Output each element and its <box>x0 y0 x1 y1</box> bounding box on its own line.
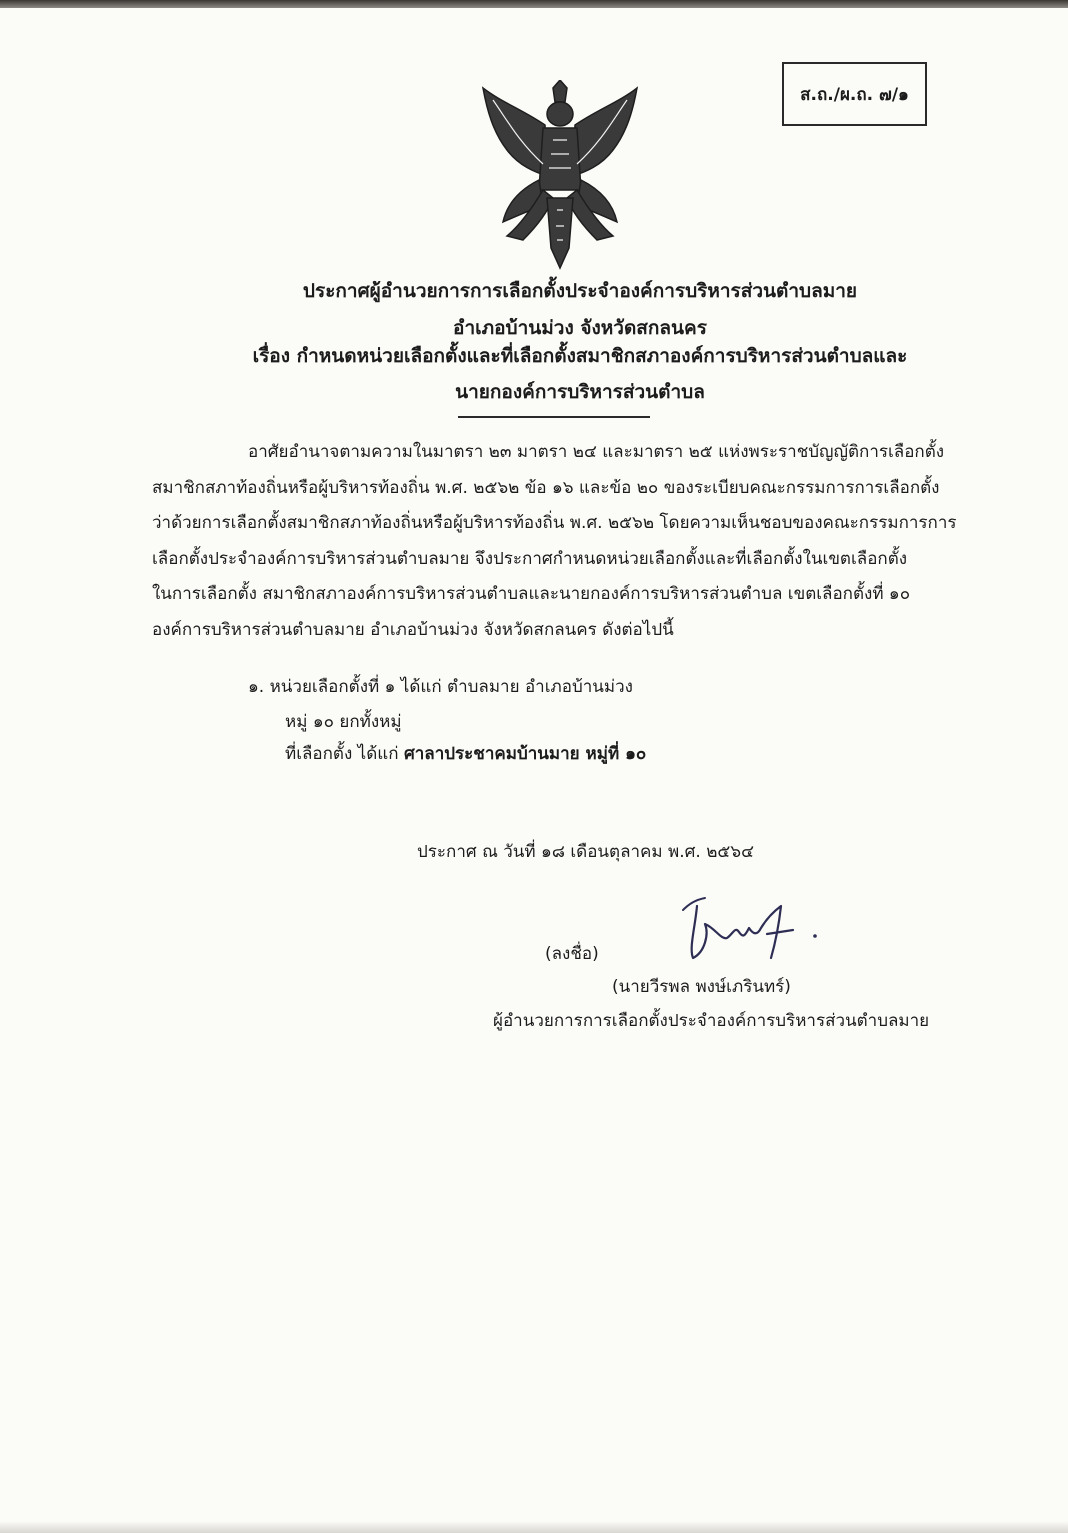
polling-place-name: ศาลาประชาคมบ้านมาย หมู่ที่ ๑๐ <box>403 744 647 764</box>
scan-top-edge <box>0 0 1068 8</box>
body-paragraph-line: สมาชิกสภาท้องถิ่นหรือผู้บริหารท้องถิ่น พ.ศ. ๒๕๖๒ ข้อ ๑๖ และข้อ ๒๐ ของระเบียบคณะกรรมการการเลือกตั้ง <box>152 478 940 498</box>
form-code-box: ส.ถ./ผ.ถ. ๗/๑ <box>782 62 927 126</box>
district-province: อำเภอบ้านม่วง จังหวัดสกลนคร <box>453 317 707 339</box>
polling-place-label: ที่เลือกตั้ง ได้แก่ <box>285 744 404 764</box>
signatory-position: ผู้อำนวยการการเลือกตั้งประจำองค์การบริหารส่วนตำบลมาย <box>493 1011 930 1031</box>
announcement-date: ประกาศ ณ วันที่ ๑๘ เดือนตุลาคม พ.ศ. ๒๕๖๔ <box>417 842 754 862</box>
title-divider <box>458 416 650 418</box>
body-paragraph-line: องค์การบริหารส่วนตำบลมาย อำเภอบ้านม่วง จังหวัดสกลนคร ดังต่อไปนี้ <box>152 620 674 640</box>
body-paragraph-line: อาศัยอำนาจตามความในมาตรา ๒๓ มาตรา ๒๔ และมาตรา ๒๕ แห่งพระราชบัญญัติการเลือกตั้ง <box>248 442 945 462</box>
subject-line: เรื่อง กำหนดหน่วยเลือกตั้งและที่เลือกตั้งสมาชิกสภาองค์การบริหารส่วนตำบลและ <box>252 345 908 367</box>
scan-bottom-edge <box>0 1521 1068 1533</box>
handwritten-signature <box>675 888 825 968</box>
body-paragraph-line: ว่าด้วยการเลือกตั้งสมาชิกสภาท้องถิ่นหรือผู้บริหารท้องถิ่น พ.ศ. ๒๕๖๒ โดยความเห็นชอบของคณะกรรมการการ <box>152 513 957 533</box>
announcement-title: ประกาศผู้อำนวยการการเลือกตั้งประจำองค์การบริหารส่วนตำบลมาย <box>302 280 858 302</box>
subject-line-continued: นายกองค์การบริหารส่วนตำบล <box>455 381 705 403</box>
body-paragraph-line: เลือกตั้งประจำองค์การบริหารส่วนตำบลมาย จึงประกาศกำหนดหน่วยเลือกตั้งและที่เลือกตั้งในเขตเลือกตั้ง <box>152 549 908 569</box>
signatory-name: (นายวีรพล พงษ์เภรินทร์) <box>612 977 791 997</box>
sign-label: (ลงชื่อ) <box>545 944 599 964</box>
polling-place <box>285 740 646 767</box>
body-paragraph-line: ในการเลือกตั้ง สมาชิกสภาองค์การบริหารส่วนตำบลและนายกองค์การบริหารส่วนตำบล เขตเลือกตั้งที่ ๑๐ <box>152 584 911 604</box>
polling-unit-village: หมู่ ๑๐ ยกทั้งหมู่ <box>285 712 402 732</box>
polling-unit-item: ๑. หน่วยเลือกตั้งที่ ๑ ได้แก่ ตำบลมาย อำเภอบ้านม่วง <box>248 677 633 697</box>
garuda-emblem-icon <box>473 80 647 270</box>
